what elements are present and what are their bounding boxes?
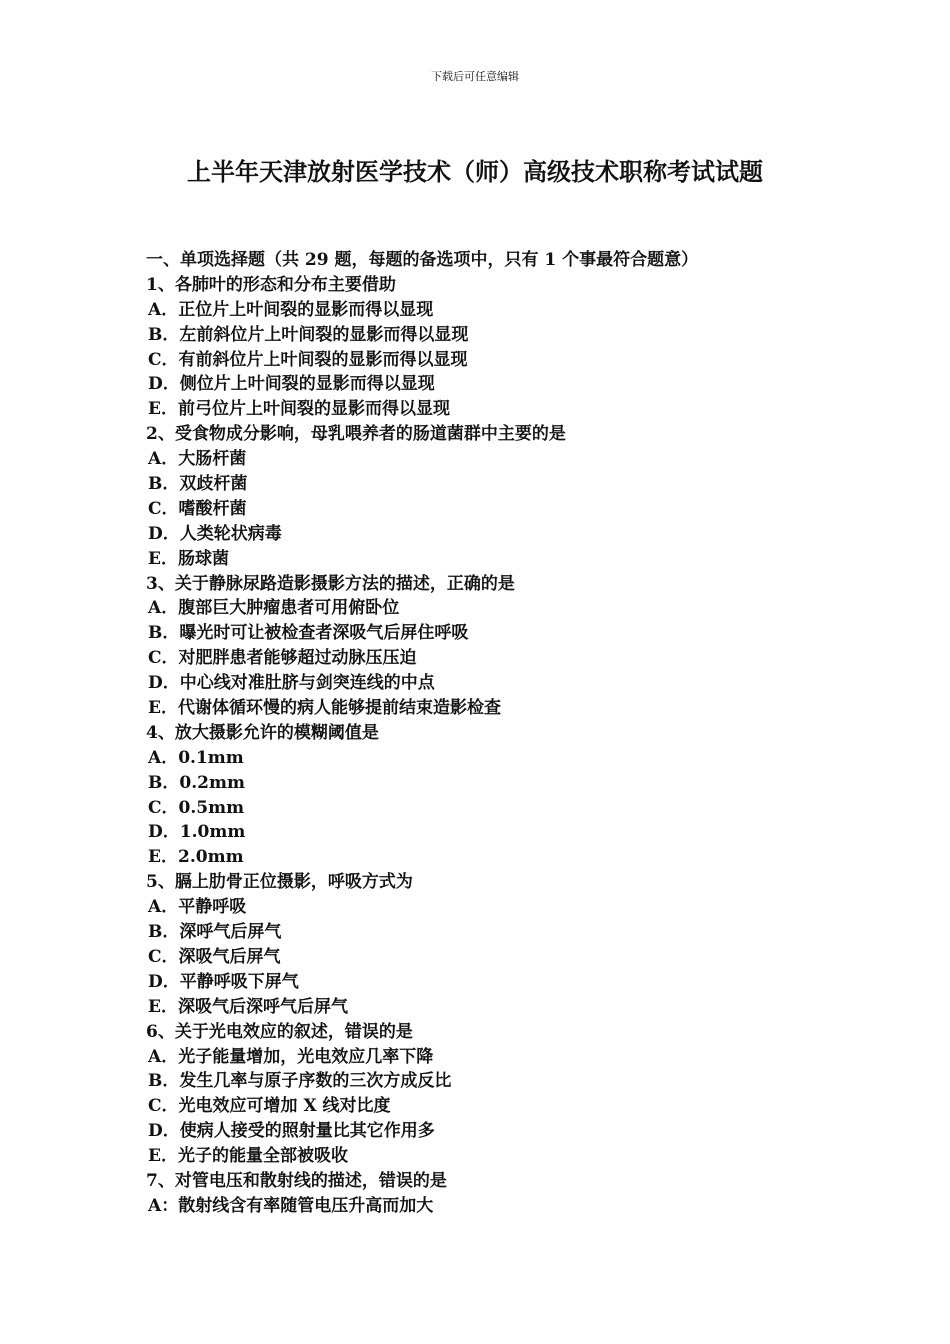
question-option: [146, 397, 846, 422]
question-list: [146, 273, 846, 1219]
question-option: [146, 348, 846, 373]
option-text: 深吸气后深呼气后屏气: [178, 996, 348, 1017]
question-stem: 5、膈上肋骨正位摄影，呼吸方式为: [146, 872, 413, 893]
option-text: 散射线含有率随管电压升高而加大: [178, 1195, 434, 1216]
question-option: [146, 323, 846, 348]
option-letter: E．: [148, 698, 178, 719]
question-option: [146, 547, 846, 572]
option-letter: D．: [148, 971, 180, 992]
option-letter: D．: [148, 1121, 180, 1142]
option-text: 腹部巨大肿瘤患者可用俯卧位: [178, 598, 400, 619]
option-letter: B．: [148, 623, 180, 644]
question-option: [146, 746, 846, 771]
question-option: [146, 696, 846, 721]
question-stem: 4、放大摄影允许的模糊阈值是: [146, 722, 379, 743]
question-stem: 2、受食物成分影响，母乳喂养者的肠道菌群中主要的是: [146, 424, 566, 445]
option-letter: E．: [148, 548, 178, 569]
question-option: [146, 1069, 846, 1094]
question-option: [146, 522, 846, 547]
option-letter: B．: [148, 922, 180, 943]
option-text: 1.0mm: [179, 822, 246, 843]
option-text: 深呼气后屏气: [179, 922, 282, 943]
option-letter: A．: [148, 299, 179, 320]
question-option: [146, 945, 846, 970]
document-title: 上半年天津放射医学技术（师）高级技术职称考试试题: [187, 157, 763, 186]
question-option: [146, 970, 846, 995]
question-option: [146, 845, 846, 870]
question-option: [146, 920, 846, 945]
option-text: 双歧杆菌: [179, 474, 248, 495]
option-text: 前弓位片上叶间裂的显影而得以显现: [178, 399, 450, 420]
option-text: 平静呼吸: [178, 897, 247, 918]
option-text: 代谢体循环慢的病人能够提前结束造影检查: [178, 698, 501, 719]
option-text: 光电效应可增加 X 线对比度: [178, 1096, 391, 1117]
option-letter: D．: [148, 374, 180, 395]
question-option: [146, 596, 846, 621]
question-option: [146, 447, 846, 472]
option-text: 光子的能量全部被吸收: [178, 1146, 348, 1167]
header-note: 下载后可任意编辑: [431, 70, 519, 83]
question-option: [146, 820, 846, 845]
option-text: 使病人接受的照射量比其它作用多: [179, 1121, 435, 1142]
option-letter: A：: [148, 1195, 179, 1216]
question-option: [146, 1119, 846, 1144]
option-letter: A．: [148, 598, 179, 619]
question-stem: 3、关于静脉尿路造影摄影方法的描述，正确的是: [146, 573, 515, 594]
question-stem: 7、对管电压和散射线的描述，错误的是: [146, 1170, 447, 1191]
question-option: [146, 995, 846, 1020]
option-letter: B．: [148, 324, 180, 345]
option-text: 肠球菌: [178, 548, 229, 569]
question-option: [146, 796, 846, 821]
option-text: 左前斜位片上叶间裂的显影而得以显现: [179, 324, 469, 345]
option-text: 2.0mm: [178, 847, 244, 868]
option-text: 0.5mm: [178, 797, 245, 818]
question-option: [146, 671, 846, 696]
question-option: [146, 646, 846, 671]
question-option: [146, 497, 846, 522]
option-text: 正位片上叶间裂的显影而得以显现: [178, 299, 434, 320]
option-text: 嗜酸杆菌: [178, 498, 247, 519]
option-text: 发生几率与原子序数的三次方成反比: [179, 1071, 452, 1092]
question-option: [146, 621, 846, 646]
question-option: [146, 1144, 846, 1169]
option-letter: A．: [148, 897, 179, 918]
option-letter: E．: [148, 996, 178, 1017]
question-option: [146, 472, 846, 497]
document-body: [146, 248, 846, 1219]
option-text: 光子能量增加，光电效应几率下降: [178, 1046, 434, 1067]
option-letter: E．: [148, 399, 178, 420]
option-letter: E．: [148, 1146, 178, 1167]
section-heading: 一、单项选择题（共 29 题，每题的备选项中，只有 1 个事最符合题意）: [146, 250, 699, 270]
option-text: 0.2mm: [179, 772, 245, 793]
option-letter: A．: [148, 1046, 179, 1067]
option-letter: B．: [148, 772, 180, 793]
option-letter: C．: [148, 648, 179, 669]
question-option: [146, 298, 846, 323]
option-letter: A．: [148, 747, 179, 768]
question-option: [146, 895, 846, 920]
option-letter: D．: [148, 673, 180, 694]
option-text: 大肠杆菌: [178, 449, 247, 470]
question-option: [146, 771, 846, 796]
option-letter: A．: [148, 449, 179, 470]
option-text: 深吸气后屏气: [178, 946, 281, 967]
option-text: 平静呼吸下屏气: [179, 971, 299, 992]
option-text: 有前斜位片上叶间裂的显影而得以显现: [178, 349, 468, 370]
option-text: 0.1mm: [178, 747, 244, 768]
option-letter: C．: [148, 498, 179, 519]
option-letter: B．: [148, 474, 180, 495]
question-option: [146, 1194, 846, 1219]
option-letter: C．: [148, 946, 179, 967]
question-option: [146, 1094, 846, 1119]
option-text: 中心线对准肚脐与剑突连线的中点: [179, 673, 435, 694]
option-text: 侧位片上叶间裂的显影而得以显现: [179, 374, 435, 395]
option-text: 曝光时可让被检查者深吸气后屏住呼吸: [179, 623, 469, 644]
option-letter: C．: [148, 1096, 179, 1117]
option-letter: D．: [148, 523, 180, 544]
question-option: [146, 1045, 846, 1070]
option-text: 对肥胖患者能够超过动脉压压迫: [178, 648, 417, 669]
question-option: [146, 372, 846, 397]
option-letter: B．: [148, 1071, 180, 1092]
option-text: 人类轮状病毒: [179, 523, 282, 544]
question-stem: 6、关于光电效应的叙述，错误的是: [146, 1021, 413, 1042]
option-letter: C．: [148, 349, 179, 370]
option-letter: C．: [148, 797, 179, 818]
option-letter: D．: [148, 822, 180, 843]
option-letter: E．: [148, 847, 178, 868]
question-stem: 1、各肺叶的形态和分布主要借助: [146, 274, 396, 295]
